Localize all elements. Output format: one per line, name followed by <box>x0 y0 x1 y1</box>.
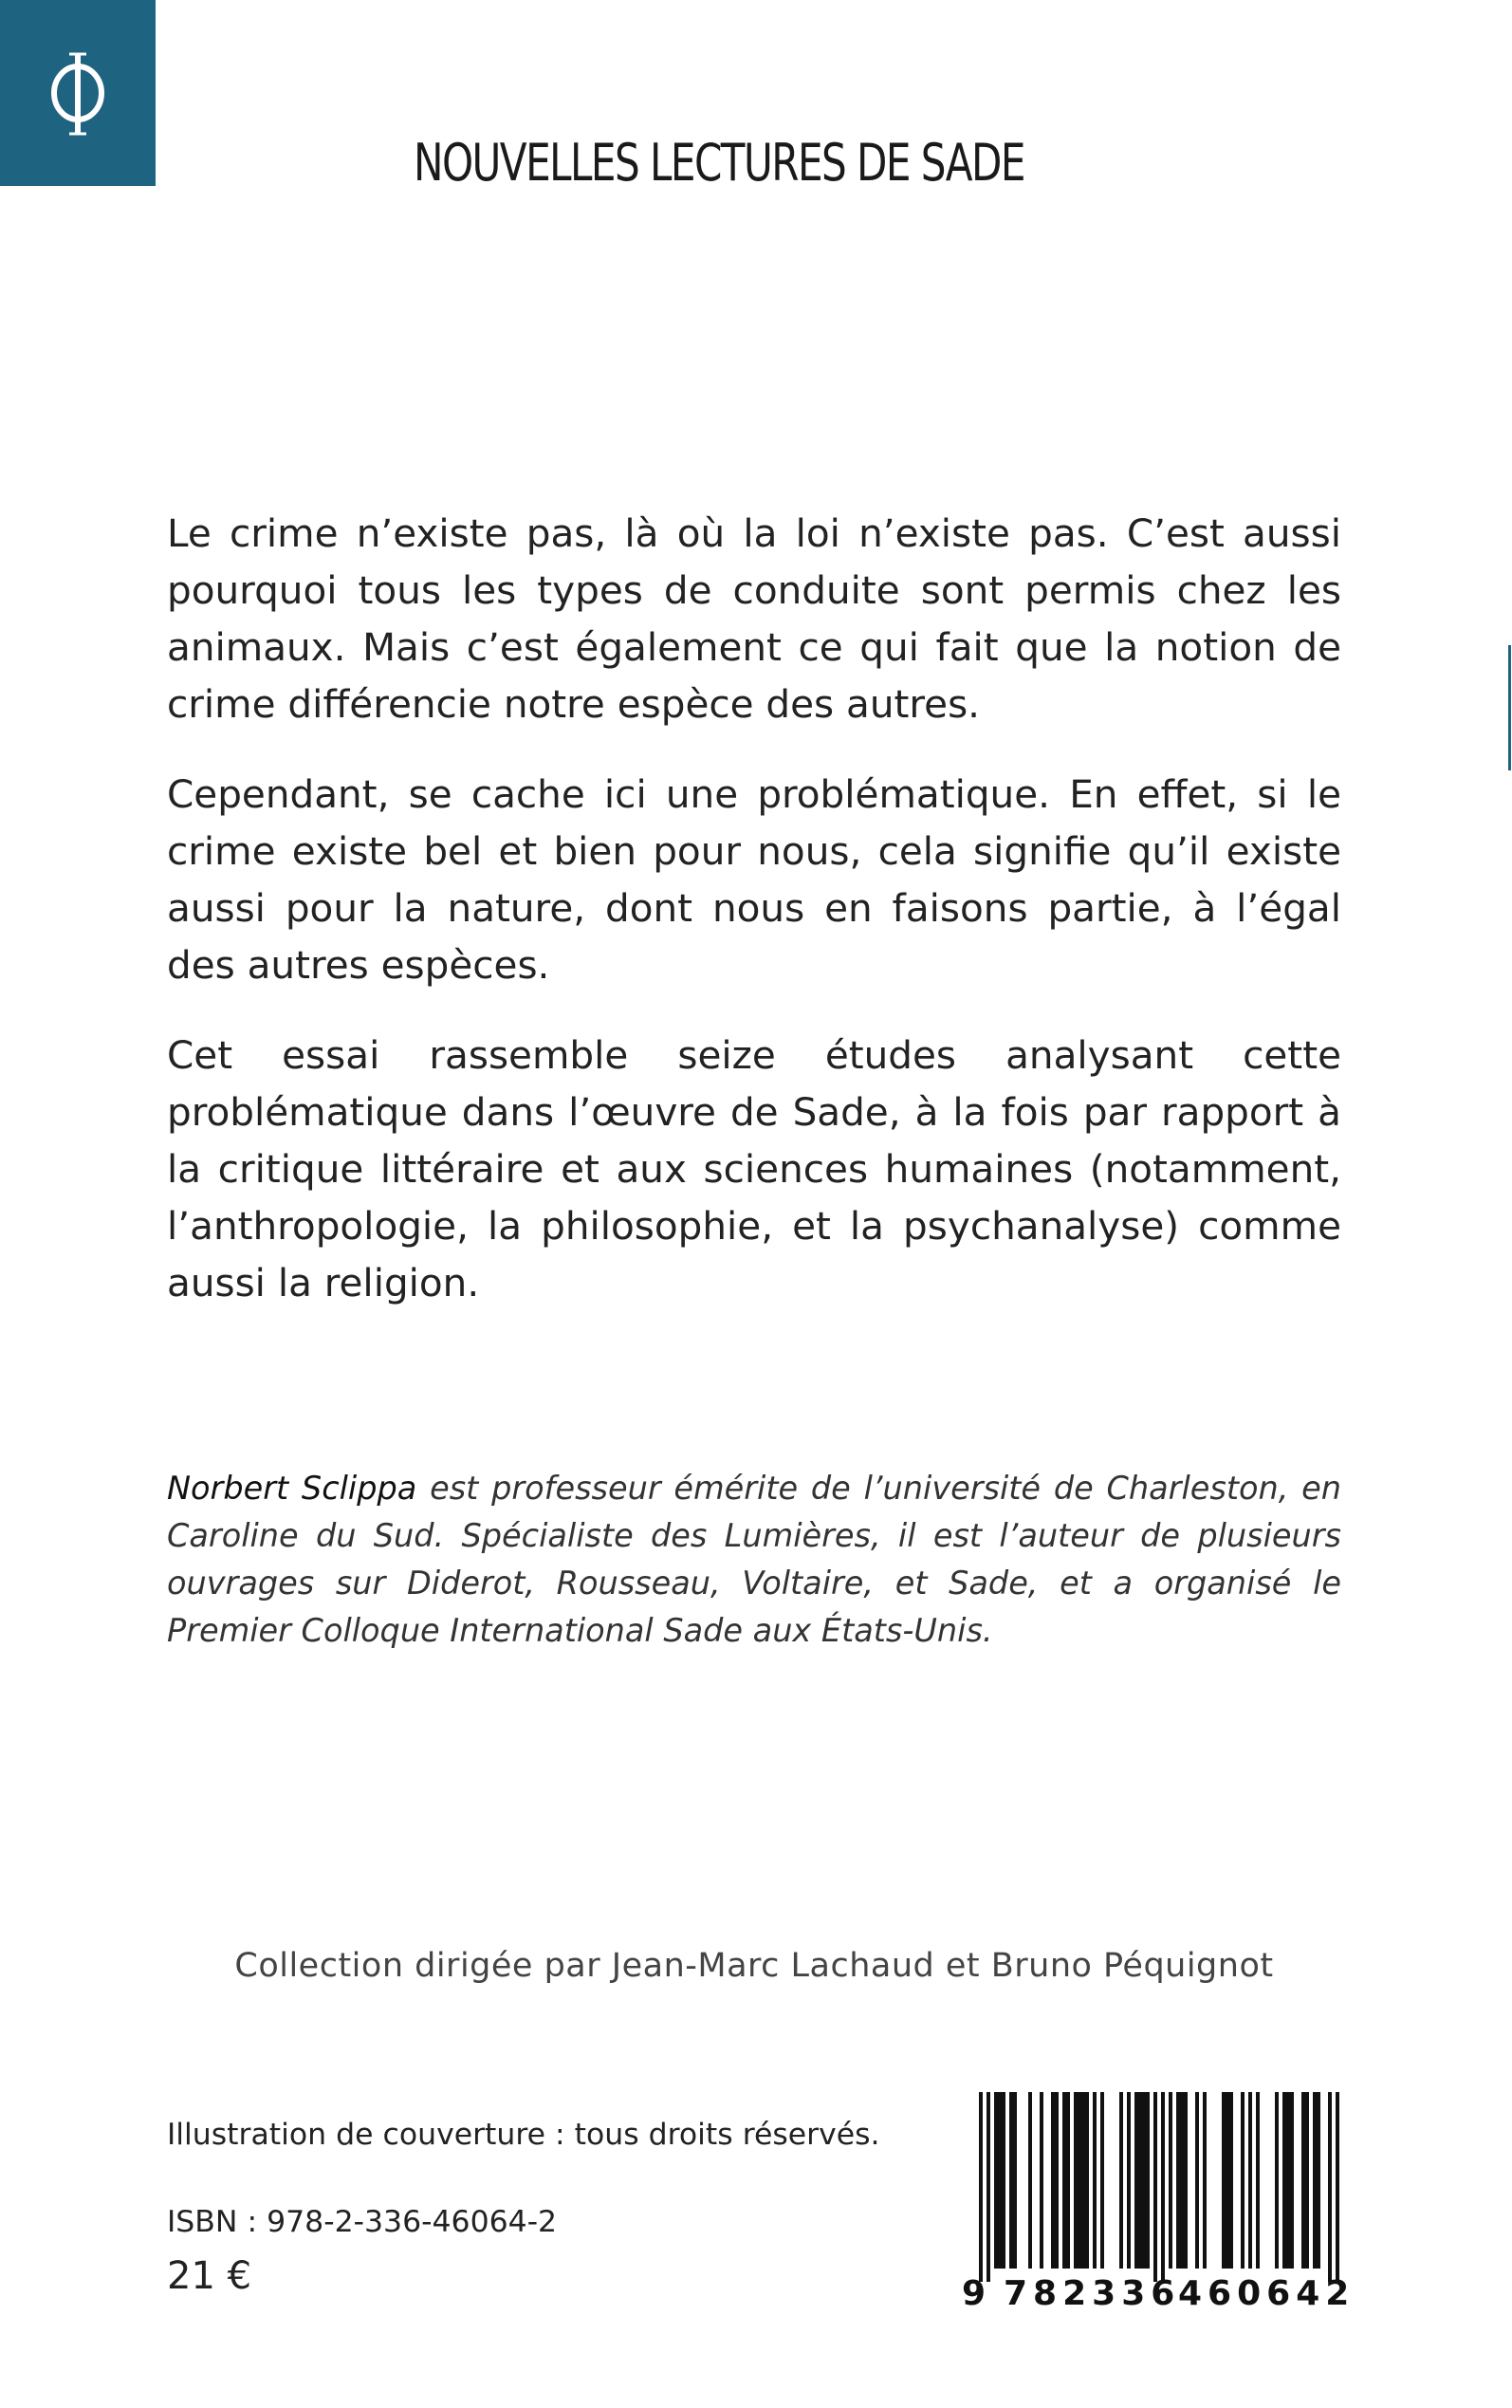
barcode-bar <box>1275 2092 1279 2269</box>
barcode-bar <box>1009 2092 1013 2269</box>
barcode-bar <box>1328 2092 1332 2282</box>
series-title: NOUVELLES LECTURES DE SADE <box>414 133 1024 193</box>
blurb-paragraph: Le crime n’existe pas, là où la loi n’existe pas. C’est aussi pourquoi tous les types de conduite sont permis chez les animaux. Mais c’est également ce qui fait que la notion de crime différencie notre espèce des autres. <box>167 510 1341 727</box>
blurb-paragraph: Cet essai rassemble seize études analysant cette problématique dans l’œuvre de Sade, à la fois par rapport à la critique littéraire et aux sciences humaines (notamment, l’anthropologie, la philosophie, et la psychanalyse) comme aussi la religion. <box>167 1032 1341 1306</box>
barcode-bar <box>1317 2092 1320 2269</box>
price: 21 € <box>167 2254 252 2298</box>
barcode-bar <box>1290 2092 1294 2269</box>
barcode-bar <box>1301 2092 1305 2269</box>
barcode-bar <box>986 2092 990 2282</box>
ean13-barcode-icon <box>962 2092 1353 2282</box>
barcode-bar <box>1074 2092 1078 2269</box>
barcode-bar <box>1241 2092 1245 2269</box>
barcode <box>962 2092 1353 2320</box>
barcode-bar <box>1028 2092 1032 2269</box>
barcode-bar <box>1062 2092 1066 2269</box>
barcode-bar <box>1142 2092 1146 2269</box>
barcode-bar <box>1127 2092 1131 2269</box>
barcode-bar <box>1119 2092 1123 2269</box>
barcode-bar <box>994 2092 998 2269</box>
barcode-bar <box>1146 2092 1150 2269</box>
barcode-bar <box>1313 2092 1317 2269</box>
barcode-bar <box>979 2092 983 2282</box>
barcode-bar <box>1100 2092 1104 2269</box>
blurb-paragraph: Cependant, se cache ici une problématique. En effet, si le crime existe bel et bien pour nous, cela signifie qu’il existe aussi pour la nature, dont nous en faisons partie, à l’égal des autres espèces. <box>167 771 1341 988</box>
barcode-bar <box>1176 2092 1180 2269</box>
barcode-bar <box>1051 2092 1055 2269</box>
barcode-bar <box>1203 2092 1207 2269</box>
barcode-digits <box>962 2272 1353 2316</box>
collection-credit: Collection dirigée par Jean-Marc Lachaud et Bruno Péquignot <box>234 1947 1274 1985</box>
barcode-bar <box>1336 2092 1339 2282</box>
barcode-left-group: 782336 <box>1004 2274 1181 2313</box>
barcode-right-group: 460642 <box>1178 2274 1355 2313</box>
barcode-bar <box>1002 2092 1005 2269</box>
barcode-bar <box>1161 2092 1165 2282</box>
barcode-bar <box>1195 2092 1199 2269</box>
barcode-bar <box>1055 2092 1059 2269</box>
barcode-first-digit: 9 <box>962 2274 987 2313</box>
isbn: ISBN : 978-2-336-46064-2 <box>167 2205 558 2239</box>
illustration-credit: Illustration de couverture : tous droits réservés. <box>167 2118 880 2152</box>
publisher-logo <box>0 0 156 186</box>
barcode-bar <box>1169 2092 1172 2269</box>
barcode-bar <box>1226 2092 1229 2269</box>
barcode-bar <box>1078 2092 1081 2269</box>
barcode-bar <box>1184 2092 1188 2269</box>
barcode-bar <box>1085 2092 1089 2269</box>
author-name: Norbert Sclippa <box>167 1470 417 1507</box>
barcode-bar <box>1081 2092 1085 2269</box>
barcode-bar <box>1066 2092 1070 2269</box>
barcode-bar <box>1040 2092 1043 2269</box>
barcode-bar <box>1180 2092 1184 2269</box>
barcode-bar <box>1229 2092 1233 2269</box>
spine-mark <box>1508 645 1511 770</box>
barcode-bar <box>1138 2092 1142 2269</box>
barcode-bar <box>1286 2092 1290 2269</box>
barcode-bar <box>1248 2092 1252 2269</box>
phi-icon <box>40 41 116 145</box>
back-cover-blurb <box>167 505 1341 1344</box>
barcode-bar <box>1222 2092 1226 2269</box>
author-bio <box>167 1465 1341 1655</box>
barcode-bar <box>998 2092 1002 2269</box>
barcode-bar <box>1153 2092 1157 2282</box>
barcode-bar <box>1134 2092 1138 2269</box>
barcode-bar <box>1093 2092 1097 2269</box>
barcode-bar <box>1013 2092 1017 2269</box>
barcode-bar <box>1256 2092 1260 2269</box>
barcode-bar <box>1282 2092 1286 2269</box>
author-bio-text: est professeur émérite de l’université de Charleston, en Caroline du Sud. Spécialiste des Lumières, il est l’auteur de plusieurs ouvrages sur Diderot, Rousseau, Voltaire, et Sade, et a organisé le Premier Colloque International Sade aux États-Unis. <box>167 1470 1341 1649</box>
barcode-bar <box>1305 2092 1309 2269</box>
